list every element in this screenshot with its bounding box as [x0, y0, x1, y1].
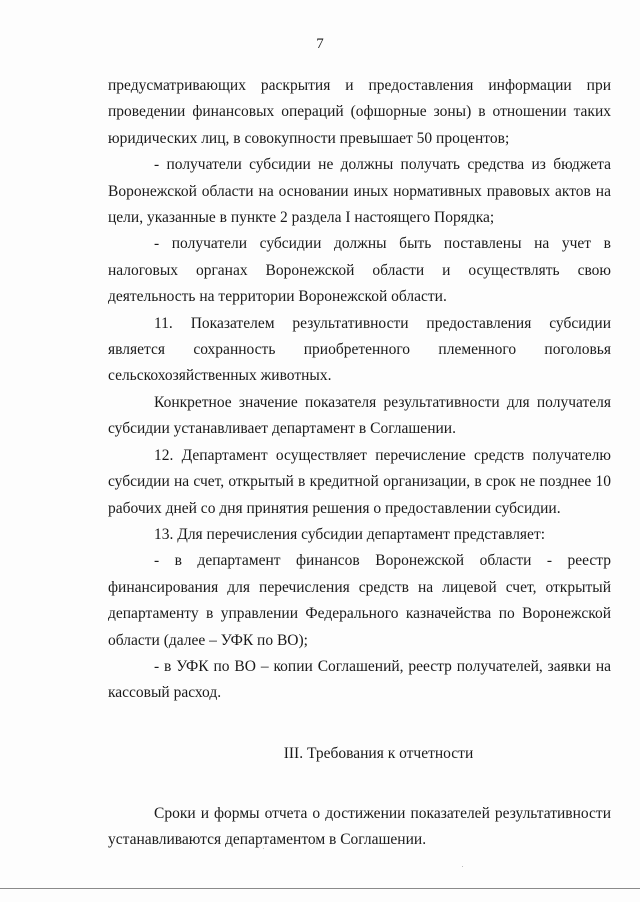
scan-bottom-edge — [0, 888, 640, 889]
page-number: 7 — [316, 36, 324, 52]
paragraph-offshore-continuation: предусматривающих раскрытия и предоставления информации при проведении финансовых операций (офшорные зоны) в отношении таких юридических лиц, в совокупности превышает 50 процентов; — [108, 77, 611, 147]
paragraph-no-other-budget-funds: - получатели субсидии не должны получать средства из бюджета Воронежской области на основании иных нормативных правовых актов на цели, указанные в пункте 2 раздела I настоящего Порядка; — [108, 156, 611, 227]
scan-speck — [462, 866, 463, 867]
scan-speck — [263, 848, 264, 849]
paragraph-tax-registration: - получатели субсидии должны быть поставлены на учет в налоговых органах Воронежской области и осуществлять свою деятельность на территории Воронежской области. — [108, 235, 611, 306]
paragraph-item-11: 11. Показателем результативности предоставления субсидии является сохранность приобретенного племенного поголовья сельскохозяйственных животных. — [108, 314, 611, 385]
paragraph-reporting-terms: Сроки и формы отчета о достижении показателей результативности устанавливаются департаментом в Соглашении. — [108, 804, 611, 849]
paragraph-indicator-value: Конкретное значение показателя результативности для получателя субсидии устанавливает департамент в Соглашении. — [108, 393, 611, 438]
paragraph-ufk-documents: - в УФК по ВО – копии Соглашений, реестр получателей, заявки на кассовый расход. — [108, 657, 611, 702]
paragraph-finance-department-registry: - в департамент финансов Воронежской области - реестр финансирования для перечисления средств на лицевой счет, открытый департаменту в управлении Федерального казначейства по Воронежской области (далее – УФК по ВО); — [108, 552, 611, 649]
paragraph-item-13: 13. Для перечисления субсидии департамент представляет: — [154, 525, 546, 543]
section-heading: III. Требования к отчетности — [283, 744, 474, 762]
page-body — [108, 73, 611, 854]
paragraph-item-12: 12. Департамент осуществляет перечисление средств получателю субсидии на счет, открытый в кредитной организации, в срок не позднее 10 рабочих дней со дня принятия решения о предоставлении субсидии. — [108, 446, 611, 517]
